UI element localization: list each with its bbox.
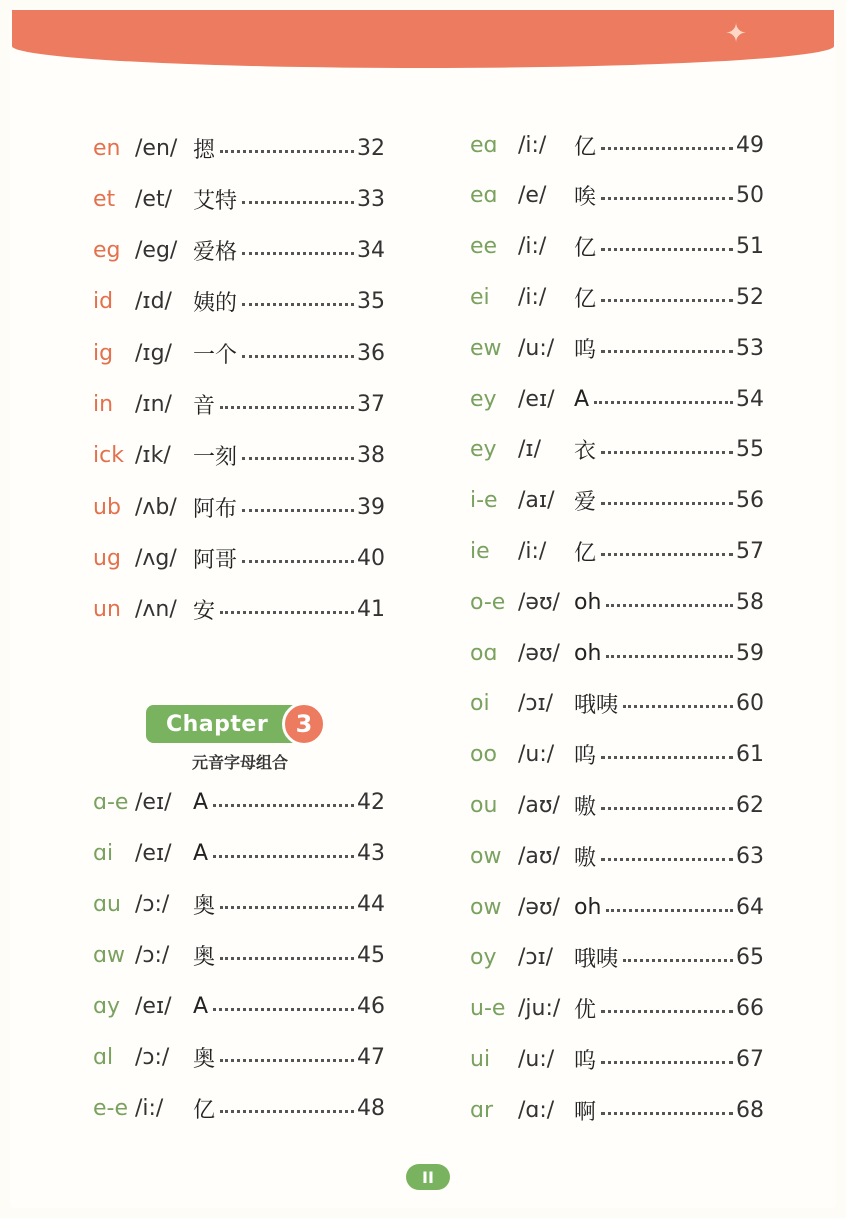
letter-combo: ɑ-e — [93, 789, 129, 815]
page-ref: 38 — [357, 443, 385, 469]
chinese-hint: 一个 — [193, 342, 238, 368]
phonetic-symbol: /eɪ/ — [518, 386, 555, 412]
letter-combo: i-e — [470, 488, 498, 514]
toc-entry[interactable] — [470, 227, 764, 267]
phonetic-symbol: /ɪ/ — [518, 437, 541, 463]
leader-dots — [601, 502, 733, 505]
phonetic-symbol: /i:/ — [518, 538, 547, 564]
letter-combo: o-e — [470, 589, 506, 615]
leader-dots — [601, 756, 733, 759]
chinese-hint: 摁 — [193, 137, 216, 163]
leader-dots — [242, 252, 354, 255]
phonetic-symbol: /en/ — [135, 135, 178, 161]
toc-entry[interactable] — [470, 379, 764, 419]
leader-dots — [220, 1059, 354, 1062]
chinese-hint: oh — [574, 894, 602, 920]
letter-combo: ie — [470, 538, 490, 564]
phonetic-symbol: /aʊ/ — [518, 843, 560, 869]
letter-combo: ui — [470, 1046, 491, 1072]
chinese-hint: 姨的 — [193, 291, 238, 317]
leader-dots — [220, 611, 354, 614]
chinese-hint: A — [574, 386, 590, 412]
phonetic-symbol: /eɪ/ — [135, 789, 172, 815]
letter-combo: id — [93, 289, 114, 315]
leader-dots — [601, 858, 733, 861]
toc-entry[interactable] — [470, 1090, 764, 1130]
toc-entry[interactable] — [93, 487, 385, 527]
phonetic-symbol: /e/ — [518, 183, 547, 209]
phonetic-symbol: /ʌn/ — [135, 597, 177, 623]
page-ref: 60 — [736, 691, 764, 717]
letter-combo: eg — [93, 238, 121, 264]
toc-entry[interactable] — [470, 938, 764, 978]
toc-entry[interactable] — [93, 282, 385, 322]
leader-dots — [213, 804, 354, 807]
phonetic-symbol: /i:/ — [135, 1095, 164, 1121]
letter-combo: ick — [93, 443, 124, 469]
page-ref: 55 — [736, 437, 764, 463]
letter-combo: u-e — [470, 996, 506, 1022]
phonetic-symbol: /ɔ:/ — [135, 891, 170, 917]
page-ref: 41 — [357, 597, 385, 623]
phonetic-symbol: /i:/ — [518, 234, 547, 260]
leader-dots — [213, 1008, 354, 1011]
toc-entry[interactable] — [470, 836, 764, 876]
phonetic-symbol: /et/ — [135, 186, 172, 212]
leader-dots — [242, 303, 354, 306]
phonetic-symbol: /ʌb/ — [135, 494, 177, 520]
leader-dots — [601, 1061, 733, 1064]
letter-combo: ɑl — [93, 1044, 114, 1070]
phonetic-symbol: /eɪ/ — [135, 993, 172, 1019]
toc-entry[interactable] — [93, 385, 385, 425]
chinese-hint: 嗷 — [574, 794, 597, 820]
letter-combo: ey — [470, 437, 497, 463]
chinese-hint: 安 — [193, 599, 216, 625]
toc-entry[interactable] — [93, 128, 385, 168]
chinese-hint: 嗷 — [574, 845, 597, 871]
page-ref: 34 — [357, 238, 385, 264]
letter-combo: oy — [470, 945, 497, 971]
letter-combo: et — [93, 186, 116, 212]
letter-combo: ee — [470, 234, 498, 260]
leader-dots — [242, 457, 354, 460]
toc-entry[interactable] — [93, 935, 385, 975]
letter-combo: en — [93, 135, 121, 161]
letter-combo: oi — [470, 691, 490, 717]
letter-combo: ey — [470, 386, 497, 412]
letter-combo: ig — [93, 340, 114, 366]
page-ref: 45 — [357, 942, 385, 968]
chinese-hint: 音 — [193, 394, 216, 419]
toc-entry[interactable] — [470, 481, 764, 521]
chinese-hint: 艾特 — [193, 188, 238, 214]
chinese-hint: 亿 — [574, 286, 597, 312]
phonetic-symbol: /ʌg/ — [135, 545, 177, 571]
chinese-hint: 哦咦 — [574, 947, 619, 973]
letter-combo: ow — [470, 894, 502, 920]
phonetic-symbol: /ɔɪ/ — [518, 691, 554, 717]
phonetic-symbol: /u:/ — [518, 1046, 555, 1072]
phonetic-symbol: /ɪn/ — [135, 392, 172, 417]
letter-combo: ow — [470, 843, 502, 869]
toc-entry[interactable] — [470, 989, 764, 1029]
chinese-hint: 衣 — [574, 439, 597, 465]
phonetic-symbol: /ɪg/ — [135, 340, 172, 366]
leader-dots — [601, 350, 733, 353]
toc-entry[interactable] — [93, 436, 385, 476]
page-ref: 67 — [736, 1046, 764, 1072]
page-ref: 40 — [357, 545, 385, 571]
toc-entry[interactable] — [470, 887, 764, 927]
chinese-hint: oh — [574, 640, 602, 666]
chapter-number: 3 — [282, 702, 326, 746]
phonetic-symbol: /u:/ — [518, 742, 555, 768]
toc-entry[interactable] — [93, 782, 385, 822]
chinese-hint: 亿 — [574, 236, 597, 262]
leader-dots — [606, 604, 733, 607]
chinese-hint: A — [193, 789, 209, 815]
leader-dots — [601, 248, 733, 251]
phonetic-symbol: /ɪk/ — [135, 443, 171, 469]
phonetic-symbol: /ju:/ — [518, 996, 561, 1022]
chinese-hint: 阿哥 — [193, 547, 238, 573]
page-ref: 56 — [736, 488, 764, 514]
toc-entry[interactable] — [93, 333, 385, 373]
chinese-hint: 亿 — [193, 1097, 216, 1123]
phonetic-symbol: /ɪd/ — [135, 289, 172, 315]
leader-dots — [601, 1010, 733, 1013]
page-ref: 39 — [357, 494, 385, 520]
phonetic-symbol: /əʊ/ — [518, 640, 560, 666]
letter-combo: ew — [470, 335, 502, 361]
leader-dots — [601, 299, 733, 302]
chinese-hint: A — [193, 840, 209, 866]
phonetic-symbol: /ɑ:/ — [518, 1097, 555, 1123]
letter-combo: e-e — [93, 1095, 129, 1121]
leader-dots — [242, 509, 354, 512]
leader-dots — [606, 909, 733, 912]
page-ref: 52 — [736, 284, 764, 310]
toc-entry[interactable] — [93, 231, 385, 271]
chinese-hint: 亿 — [574, 134, 597, 160]
toc-entry[interactable] — [470, 582, 764, 622]
toc-entry[interactable] — [93, 884, 385, 924]
letter-combo: ɑi — [93, 840, 114, 866]
leader-dots — [601, 1112, 733, 1115]
letter-combo: ei — [470, 284, 490, 310]
page-ref: 66 — [736, 996, 764, 1022]
page-ref: 37 — [357, 392, 385, 417]
chinese-hint: 奥 — [193, 893, 216, 919]
phonetic-symbol: /eɪ/ — [135, 840, 172, 866]
toc-entry[interactable] — [93, 986, 385, 1026]
page-ref: 49 — [736, 132, 764, 158]
page-ref: 68 — [736, 1097, 764, 1123]
letter-combo: ug — [93, 545, 121, 571]
letter-combo: ɑu — [93, 891, 121, 917]
chinese-hint: oh — [574, 589, 602, 615]
letter-combo: ou — [470, 792, 498, 818]
page-ref: 44 — [357, 891, 385, 917]
page-ref: 57 — [736, 538, 764, 564]
letter-combo: ɑw — [93, 942, 125, 968]
chinese-hint: A — [193, 993, 209, 1019]
sparkle-icon: ✦ — [725, 19, 747, 49]
leader-dots — [594, 401, 733, 404]
page-ref: 33 — [357, 186, 385, 212]
phonetic-symbol: /əʊ/ — [518, 894, 560, 920]
page-ref: 63 — [736, 843, 764, 869]
toc-entry[interactable] — [470, 125, 764, 165]
chinese-hint: 啊 — [574, 1099, 597, 1125]
toc-entry[interactable] — [93, 1037, 385, 1077]
toc-entry[interactable] — [470, 684, 764, 724]
chapter-label: Chapter — [166, 711, 269, 737]
page-ref: 61 — [736, 742, 764, 768]
page-ref: 32 — [357, 135, 385, 161]
phonetic-symbol: /u:/ — [518, 335, 555, 361]
chinese-hint: 呜 — [574, 1048, 597, 1074]
page-ref: 48 — [357, 1095, 385, 1121]
page-ref: 65 — [736, 945, 764, 971]
page-ref: 50 — [736, 183, 764, 209]
chapter-subtitle: 元音字母组合 — [191, 753, 288, 772]
chinese-hint: 爱 — [574, 490, 597, 516]
leader-dots — [623, 959, 733, 962]
page-ref: 42 — [357, 789, 385, 815]
toc-entry[interactable] — [93, 833, 385, 873]
toc-entry[interactable] — [470, 1039, 764, 1079]
chinese-hint: 呜 — [574, 744, 597, 770]
letter-combo: un — [93, 597, 121, 623]
phonetic-symbol: /i:/ — [518, 132, 547, 158]
chinese-hint: 阿布 — [193, 496, 238, 522]
leader-dots — [213, 855, 354, 858]
chinese-hint: 奥 — [193, 1046, 216, 1072]
page-ref: 35 — [357, 289, 385, 315]
chinese-hint: 奥 — [193, 944, 216, 970]
letter-combo: in — [93, 392, 114, 417]
page-ref: 46 — [357, 993, 385, 1019]
letter-combo: eɑ — [470, 183, 498, 209]
page-ref: 47 — [357, 1044, 385, 1070]
letter-combo: oɑ — [470, 640, 498, 666]
chinese-hint: 呜 — [574, 337, 597, 363]
phonetic-symbol: /i:/ — [518, 284, 547, 310]
toc-entry[interactable] — [470, 430, 764, 470]
toc-entry[interactable] — [93, 538, 385, 578]
toc-entry[interactable] — [470, 277, 764, 317]
leader-dots — [220, 150, 354, 153]
toc-entry[interactable] — [93, 179, 385, 219]
toc-entry[interactable] — [93, 590, 385, 630]
page-ref: 43 — [357, 840, 385, 866]
leader-dots — [242, 560, 354, 563]
chinese-hint: 唉 — [574, 185, 597, 211]
phonetic-symbol: /əʊ/ — [518, 589, 560, 615]
leader-dots — [220, 1110, 354, 1113]
toc-entry[interactable] — [470, 633, 764, 673]
page-ref: 62 — [736, 792, 764, 818]
page-ref: 53 — [736, 335, 764, 361]
chinese-hint: 亿 — [574, 540, 597, 566]
letter-combo: oo — [470, 742, 497, 768]
chinese-hint: 优 — [574, 998, 597, 1024]
letter-combo: ɑy — [93, 993, 120, 1019]
toc-entry[interactable] — [470, 735, 764, 775]
leader-dots — [601, 197, 733, 200]
leader-dots — [601, 553, 733, 556]
leader-dots — [242, 201, 354, 204]
leader-dots — [601, 147, 733, 150]
toc-entry[interactable] — [470, 785, 764, 825]
page-number: II — [406, 1164, 450, 1190]
page-ref: 51 — [736, 234, 764, 260]
letter-combo: eɑ — [470, 132, 498, 158]
leader-dots — [220, 957, 354, 960]
toc-entry[interactable] — [470, 176, 764, 216]
page-ref: 36 — [357, 340, 385, 366]
phonetic-symbol: /eg/ — [135, 238, 178, 264]
phonetic-symbol: /ɔɪ/ — [518, 945, 554, 971]
toc-entry[interactable] — [470, 531, 764, 571]
letter-combo: ub — [93, 494, 121, 520]
page-ref: 64 — [736, 894, 764, 920]
chinese-hint: 一刻 — [193, 445, 238, 471]
header-band — [12, 10, 834, 68]
page-ref: 58 — [736, 589, 764, 615]
phonetic-symbol: /aɪ/ — [518, 488, 555, 514]
phonetic-symbol: /ɔ:/ — [135, 1044, 170, 1070]
letter-combo: ɑr — [470, 1097, 494, 1123]
leader-dots — [601, 807, 733, 810]
phonetic-symbol: /ɔ:/ — [135, 942, 170, 968]
leader-dots — [601, 451, 733, 454]
leader-dots — [220, 406, 354, 409]
leader-dots — [606, 655, 733, 658]
leader-dots — [242, 355, 354, 358]
chinese-hint: 哦咦 — [574, 693, 619, 719]
leader-dots — [220, 906, 354, 909]
chinese-hint: 爱格 — [193, 240, 238, 266]
toc-entry[interactable] — [470, 328, 764, 368]
page-ref: 59 — [736, 640, 764, 666]
phonetic-symbol: /aʊ/ — [518, 792, 560, 818]
leader-dots — [623, 705, 733, 708]
toc-entry[interactable] — [93, 1088, 385, 1128]
page-ref: 54 — [736, 386, 764, 412]
